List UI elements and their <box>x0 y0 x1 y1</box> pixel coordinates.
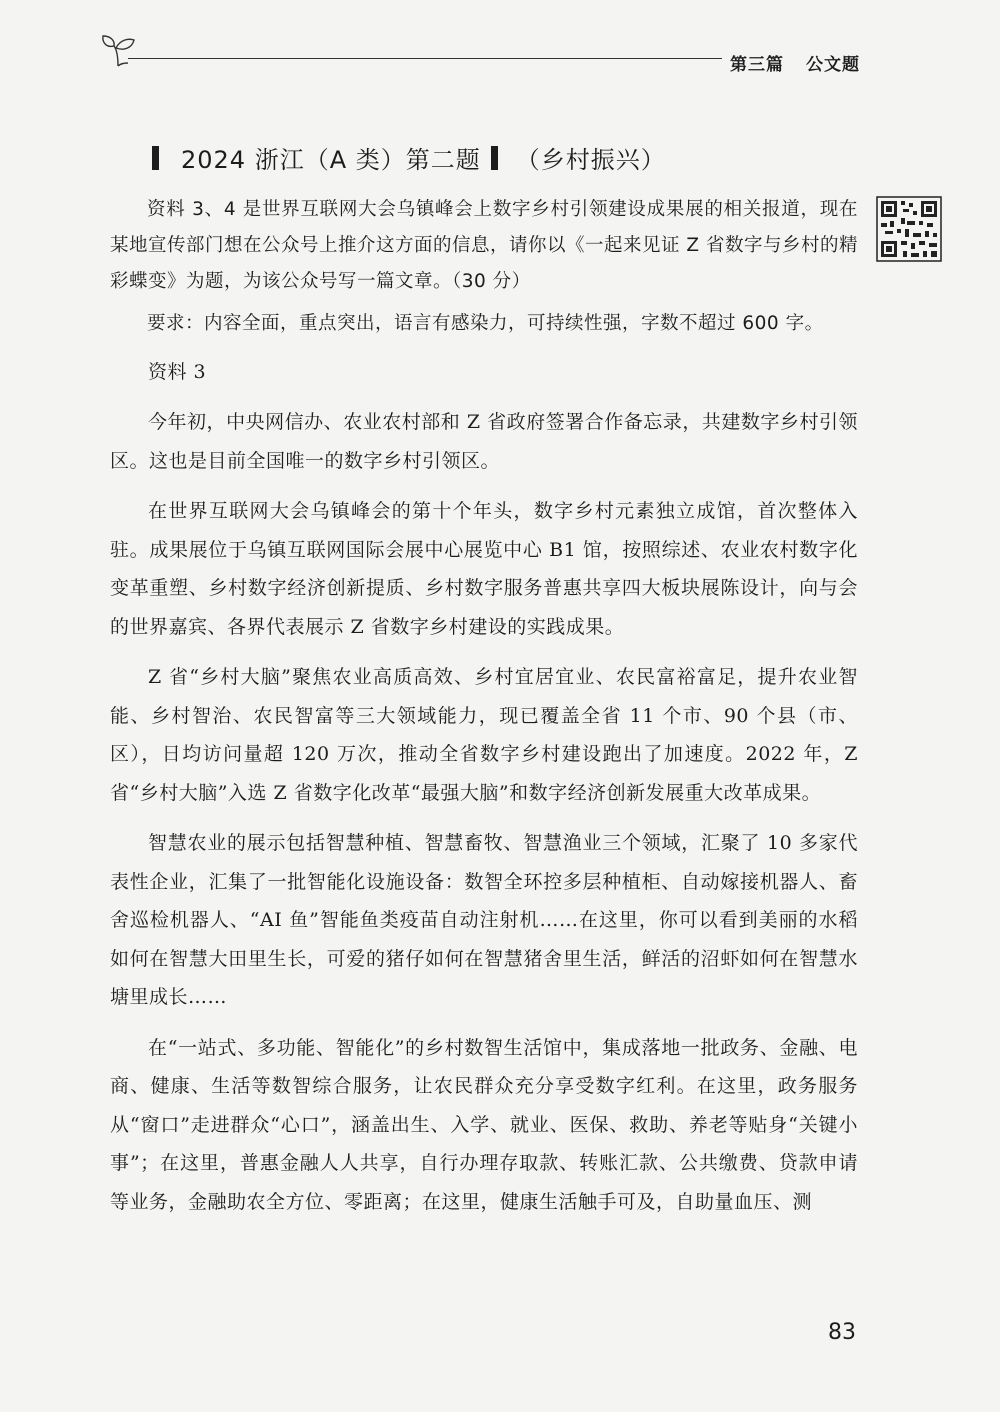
header-rule <box>128 58 808 59</box>
question-title <box>148 140 666 175</box>
material-paragraph: 在世界互联网大会乌镇峰会的第十个年头，数字乡村元素独立成馆，首次整体入驻。成果展位于乌镇互联网国际会展中心展览中心 B1 馆，按照综述、农业农村数字化变革重塑、乡村数字经济创新提质、乡村数字服务普惠共享四大板块展陈设计，向与会的世界嘉宾、各界代表展示 Z 省数字乡村建设的实践成果。 <box>110 500 858 638</box>
question-instruction: 资料 3、4 是世界互联网大会乌镇峰会上数字乡村引领建设成果展的相关报道，现在某地宣传部门想在公众号上推介这方面的信息，请你以《一起来见证 Z 省数字与乡村的精彩蝶变》为题，为该公众号写一篇文章。（30 分） <box>110 199 858 292</box>
material-paragraph: 今年初，中央网信办、农业农村部和 Z 省政府签署合作备忘录，共建数字乡村引领区。这也是目前全国唯一的数字乡村引领区。 <box>110 411 858 472</box>
part-label: 第三篇 <box>730 55 784 75</box>
page-body <box>110 192 858 1221</box>
page-header <box>100 28 860 78</box>
running-head <box>722 50 860 75</box>
title-bar-right <box>491 146 498 170</box>
page-number: 83 <box>828 1320 856 1345</box>
title-bar-left <box>152 146 159 170</box>
material-label: 资料 3 <box>148 361 207 383</box>
question-requirement: 要求：内容全面，重点突出，语言有感染力，可持续性强，字数不超过 600 字。 <box>147 313 824 334</box>
question-title-text: 2024 浙江（A 类）第二题 <box>181 146 481 174</box>
material-paragraph: 智慧农业的展示包括智慧种植、智慧畜牧、智慧渔业三个领域，汇聚了 10 多家代表性企业，汇集了一批智能化设施设备：数智全环控多层种植柜、自动嫁接机器人、畜舍巡检机器人、“AI 鱼”智能鱼类疫苗自动注射机……在这里，你可以看到美丽的水稻如何在智慧大田里生长，可爱的猪仔如何在智慧猪舍里生活，鲜活的沼虾如何在智慧水塘里成长…… <box>110 832 858 1008</box>
qr-code-icon[interactable] <box>876 196 942 262</box>
section-label: 公文题 <box>806 55 860 75</box>
question-topic: （乡村振兴） <box>515 146 666 174</box>
material-paragraph: Z 省“乡村大脑”聚焦农业高质高效、乡村宜居宜业、农民富裕富足，提升农业智能、乡村智治、农民智富等三大领域能力，现已覆盖全省 11 个市、90 个县（市、区），日均访问量超 120 万次，推动全省数字乡村建设跑出了加速度。2022 年，Z 省“乡村大脑”入选 Z 省数字化改革“最强大脑”和数字经济创新发展重大改革成果。 <box>110 666 858 804</box>
material-paragraph: 在“一站式、多功能、智能化”的乡村数智生活馆中，集成落地一批政务、金融、电商、健康、生活等数智综合服务，让农民群众充分享受数字红利。在这里，政务服务从“窗口”走进群众“心口”，涵盖出生、入学、就业、医保、救助、养老等贴身“关键小事”；在这里，普惠金融人人共享，自行办理存取款、转账汇款、公共缴费、贷款申请等业务，金融助农全方位、零距离；在这里，健康生活触手可及，自助量血压、测 <box>110 1036 858 1213</box>
sprout-icon <box>100 32 144 68</box>
